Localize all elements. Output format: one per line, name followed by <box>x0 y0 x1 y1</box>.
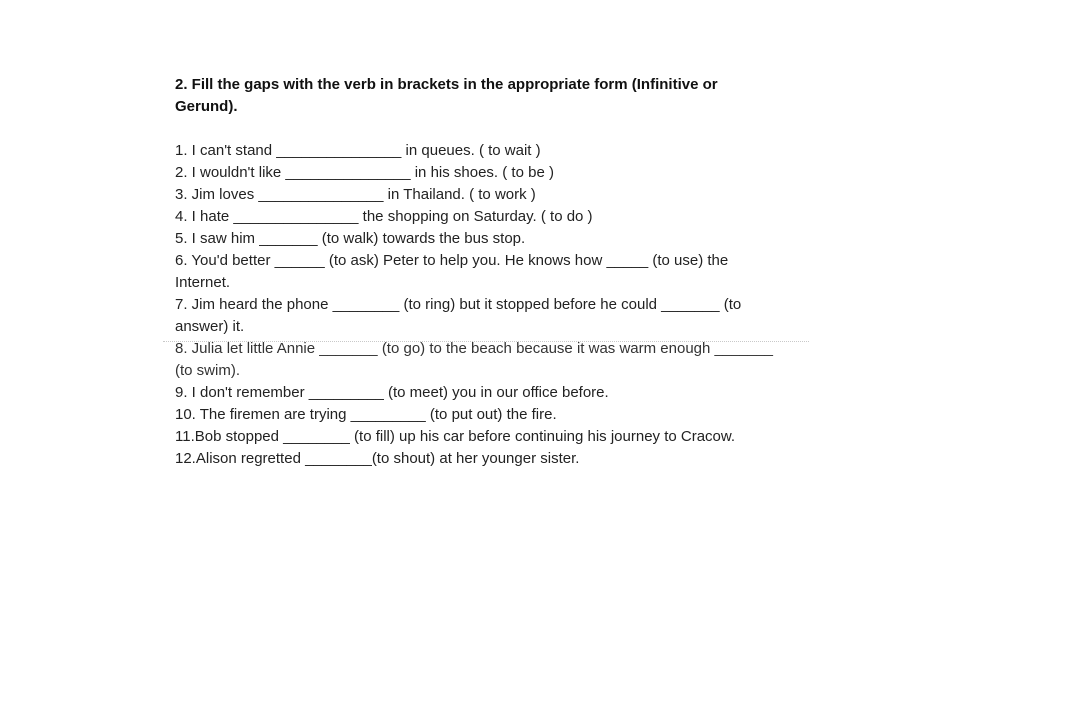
exercise-item-5: 5. I saw him _______ (to walk) towards the bus stop. <box>175 230 526 247</box>
exercise-heading: 2. Fill the gaps with the verb in brackets in the appropriate form (Infinitive or Gerund). <box>175 76 718 115</box>
exercise-item-8: 8. Julia let little Annie _______ (to go) to the beach because it was warm enough _______ (to swim). <box>175 340 773 379</box>
exercise-item-10: 10. The firemen are trying _________ (to put out) the fire. <box>175 406 557 423</box>
exercise-item-2: 2. I wouldn't like _______________ in his shoes. ( to be ) <box>175 164 554 181</box>
dotted-divider <box>163 341 809 342</box>
exercise-list <box>175 140 775 470</box>
exercise-item-11: 11.Bob stopped ________ (to fill) up his car before continuing his journey to Cracow. <box>175 428 736 445</box>
exercise-item-9: 9. I don't remember _________ (to meet) you in our office before. <box>175 384 609 401</box>
exercise-page <box>175 74 775 470</box>
exercise-item-3: 3. Jim loves _______________ in Thailand. ( to work ) <box>175 186 536 203</box>
exercise-item-7: 7. Jim heard the phone ________ (to ring) but it stopped before he could _______ (to answer) it. <box>175 296 742 335</box>
exercise-item-1: 1. I can't stand _______________ in queues. ( to wait ) <box>175 142 541 159</box>
exercise-item-6: 6. You'd better ______ (to ask) Peter to help you. He knows how _____ (to use) the Internet. <box>175 252 729 291</box>
exercise-item-12: 12.Alison regretted ________(to shout) at her younger sister. <box>175 450 580 467</box>
exercise-item-4: 4. I hate _______________ the shopping on Saturday. ( to do ) <box>175 208 593 225</box>
